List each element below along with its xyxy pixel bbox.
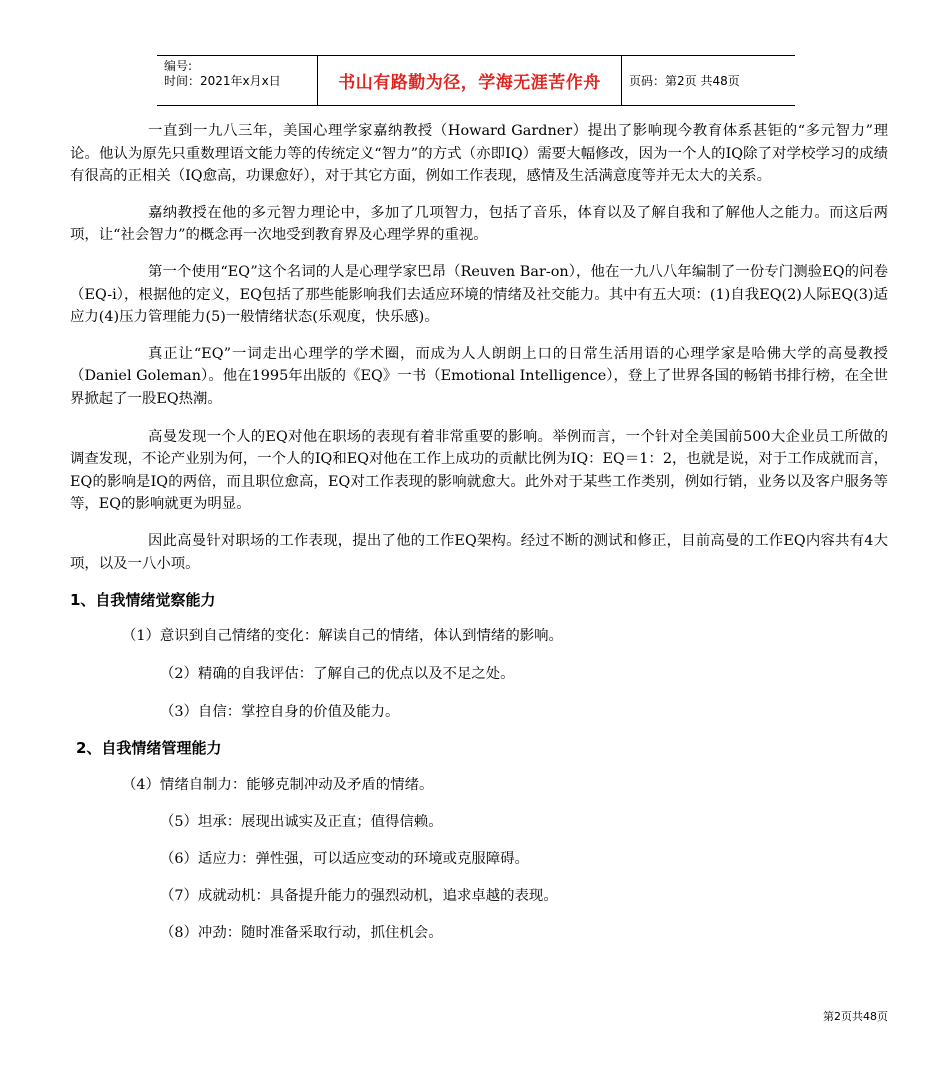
document-date-label: 时间：2021年x月x日 xyxy=(164,74,281,88)
page-header xyxy=(157,55,795,106)
paragraph-workplace-eq: 高曼发现一个人的EQ对他在职场的表现有着非常重要的影响。举例而言，一个针对全美国前500大企业员工所做的调查发现，不论产业别为何，一个人的IQ和EQ对他在工作上成功的贡献比例为IQ：EQ＝1：2，也就是说，对于工作成就而言，EQ的影响是IQ的两倍，而且职位愈高，EQ对工作表现的影响就愈大。此外对于某些工作类别，例如行销，业务以及客户服务等等，EQ的影响就更为明显。 xyxy=(70,428,888,513)
list-item: （1）意识到自己情绪的变化：解读自己的情绪，体认到情绪的影响。 xyxy=(122,628,563,645)
list-item: （5）坦承：展现出诚实及正直；值得信赖。 xyxy=(160,814,443,831)
header-motto: 书山有路勤为径，学海无涯苦作舟 xyxy=(317,56,622,105)
paragraph-bar-on: 第一个使用“EQ”这个名词的人是心理学家巴昂（Reuven Bar-on），他在一九八八年编制了一份专门测验EQ的问卷（EQ-i），根据他的定义，EQ包括了那些能影响我们去适应环境的情绪及社交能力。其中有五大项：(1)自我EQ(2)人际EQ(3)适应力(4)压力管理能力(5)一般情绪状态(乐观度，快乐感)。 xyxy=(70,263,888,326)
page-footer-number: 第2页共48页 xyxy=(823,1010,888,1023)
paragraph-gardner: 一直到一九八三年，美国心理学家嘉纳教授（Howard Gardner）提出了影响现今教育体系甚钜的“多元智力”理论。他认为原先只重数理语文能力等的传统定义“智力”的方式（亦即IQ）需要大幅修改，因为一个人的IQ除了对学校学习的成绩有很高的正相关（IQ愈高，功课愈好），对于其它方面，例如工作表现，感情及生活满意度等并无太大的关系。 xyxy=(70,123,888,185)
list-item: （8）冲劲：随时准备采取行动，抓住机会。 xyxy=(160,925,443,942)
list-item: （4）情绪自制力：能够克制冲动及矛盾的情绪。 xyxy=(122,777,434,794)
section-heading-self-management: 2、自我情绪管理能力 xyxy=(76,739,222,758)
paragraph-eq-framework: 因此高曼针对职场的工作表现，提出了他的工作EQ架构。经过不断的测试和修正，目前高曼的工作EQ内容共有4大项，以及一八小项。 xyxy=(70,532,888,572)
paragraph-multiple-intelligences: 嘉纳教授在他的多元智力理论中，多加了几项智力，包括了音乐，体育以及了解自我和了解他人之能力。而这后两项，让“社会智力”的概念再一次地受到教育界及心理学界的重视。 xyxy=(70,204,888,244)
list-item: （6）适应力：弹性强，可以适应变动的环境或克服障碍。 xyxy=(160,851,529,868)
document-body xyxy=(70,120,888,944)
list-item: （2）精确的自我评估：了解自己的优点以及不足之处。 xyxy=(160,666,515,683)
list-item: （3）自信：掌控自身的价值及能力。 xyxy=(160,704,400,721)
list-item: （7）成就动机：具备提升能力的强烈动机，追求卓越的表现。 xyxy=(160,888,558,905)
document-number-label: 编号: xyxy=(164,59,193,73)
paragraph-goleman: 真正让“EQ”一词走出心理学的学术圈，而成为人人朗朗上口的日常生活用语的心理学家是哈佛大学的高曼教授（Daniel Goleman）。他在1995年出版的《EQ》一书（Emotional Intelligence），登上了世界各国的畅销书排行榜，在全世界掀起了一股EQ热潮。 xyxy=(70,345,888,407)
header-page-number: 页码：第2页 共48页 xyxy=(629,74,740,88)
section-heading-self-awareness: 1、自我情绪觉察能力 xyxy=(70,591,216,610)
